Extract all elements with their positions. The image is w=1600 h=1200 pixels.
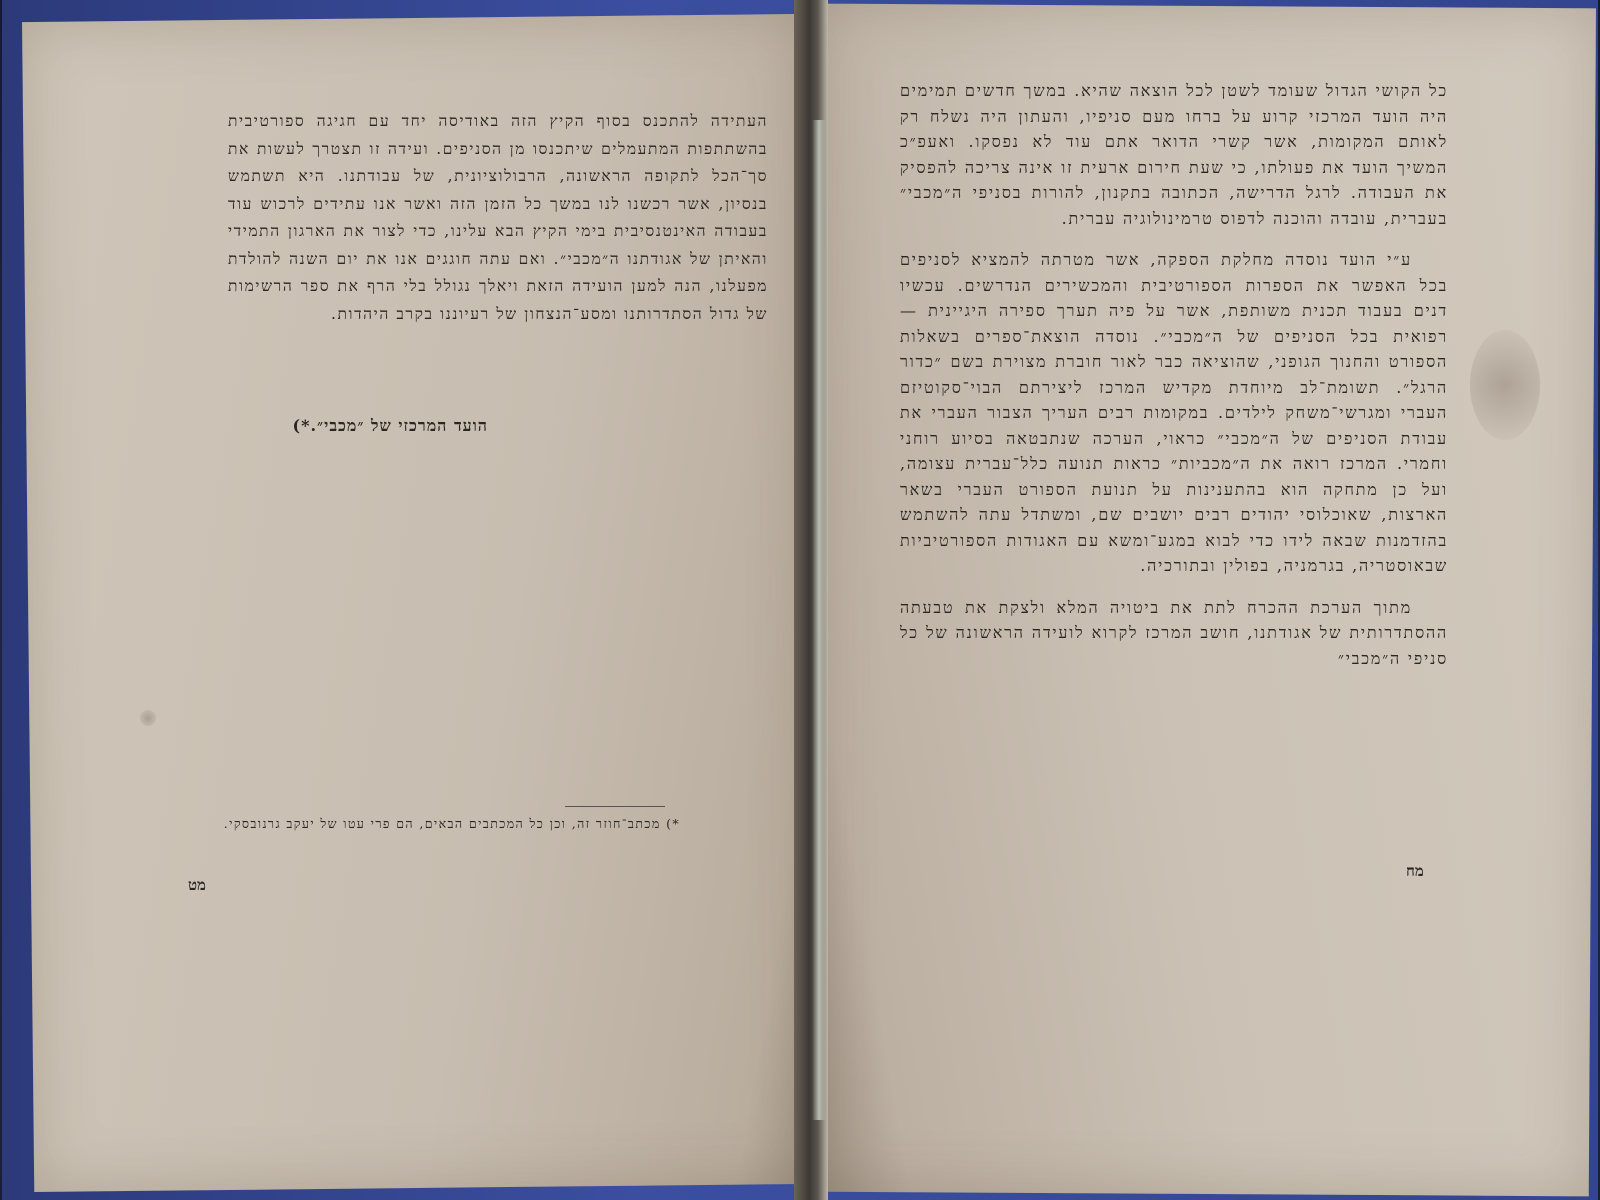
- left-page-signature: הועד המרכזי של ״מכבי״.*): [292, 416, 488, 435]
- spine-highlight: [812, 120, 826, 1120]
- left-page-number: מט: [188, 876, 206, 894]
- right-page-paragraph: מתוך הערכת ההכרח לתת את ביטויה המלא ולצקת את טבעתה ההסתדרותית של אגודתנו, חושב המרכז לקרוא לועידה הראשונה של כל סניפי ה״מכבי״: [900, 597, 1448, 668]
- left-page-body-text: העתידה להתכנס בסוף הקיץ הזה באודיסה יחד עם חגיגה ספורטיבית בהשתתפות המתעמלים שיתכנסו מן הסניפים. ועידה זו תצטרך לעשות את סך־הכל לתקופה הראשונה, הרבולוציונית, של עבודתנו. היא תשתמש בנסיון, אשר רכשנו לנו במשך כל הזמן הזה ואשר אנו עתידים לרכוש עוד בעבודה האינטנסיבית בימי הקיץ הבא עלינו, כדי לצור את הארגון התמידי והאיתן של אגודתנו ה״מכבי״. ואם עתה חוגגים אנו את יום השנה להולדת מפעלנו, הנה למען הועידה הזאת ויאלך נגולל בלי הרף את ספר הרשימות של גדול הסתדרותנו ומסע־הנצחון של רעיוננו בקרב היהדות.: [228, 112, 768, 323]
- right-page-number: מח: [1406, 862, 1424, 880]
- page-stain: [140, 710, 156, 726]
- footnote-divider: [565, 806, 665, 807]
- right-page-paragraph: כל הקושי הגדול שעומד לשטן לכל הוצאה שהיא. במשך חדשים תמימים היה הועד המרכזי קרוע על ברחו מעם סניפיו, והעתון היה נשלח רק לאותם המקומות, אשר קשרי הדואר אתם עוד לא נפסקו. ואעפ״כ המשיך הועד את פעולתו, כי שעת חירום ארעית זו אינה צריכה להפסיק את העבודה. לרגל הדרישה, הכתובה בתקנון, להורות בסניפי ה״מכבי״ בעברית, עובדה והוכנה לדפוס טרמינולוגיה עברית.: [900, 81, 1448, 228]
- left-page-footnote: *) מכתב־חוזר זה, וכן כל המכתבים הבאים, הם פרי עטו של יעקב גרנובסקי.: [223, 816, 680, 831]
- right-page-paragraph: ע״י הועד נוסדה מחלקת הספקה, אשר מטרתה להמציא לסניפים בכל האפשר את הספרות הספורטיבית והמכשירים הנדרשים. עכשיו דנים בעבוד תכנית משותפת, אשר על פיה תערך ספירה היגיינית — רפואית בכל הסניפים של ה״מכבי״. נוסדה הוצאת־ספרים בשאלות הספורט והחנוך הגופני, שהוציאה כבר לאור חוברת מצוירת בשם ״כדור הרגל״. תשומת־לב מיוחדת מקדיש המרכז ליצירתם הבוי־סקוטיזם העברי ומגרשי־משחק לילדים. במקומות רבים העריך הצבור העברי את עבודת הסניפים של ה״מכבי״ כראוי, הערכה שנתבטאה בסיוע רוחני וחמרי. המרכז רואה את ה״מכביות״ כראות תנועה כלל־עברית עצומה, ועל כן מתחקה הוא בהתענינות על תנועת הספורט העברי בשאר הארצות, שאוכלוסי יהודים רבים יושבים שם, ומשתדל עתה להשתמש בהזדמנות שבאה לידו כדי לבוא במגע־ומשא עם האגודות הספורטיביות שבאוסטריה, בגרמניה, בפולין ובתורכיה.: [900, 250, 1448, 575]
- right-page-body-text: [900, 78, 1448, 687]
- page-stain: [1470, 330, 1540, 440]
